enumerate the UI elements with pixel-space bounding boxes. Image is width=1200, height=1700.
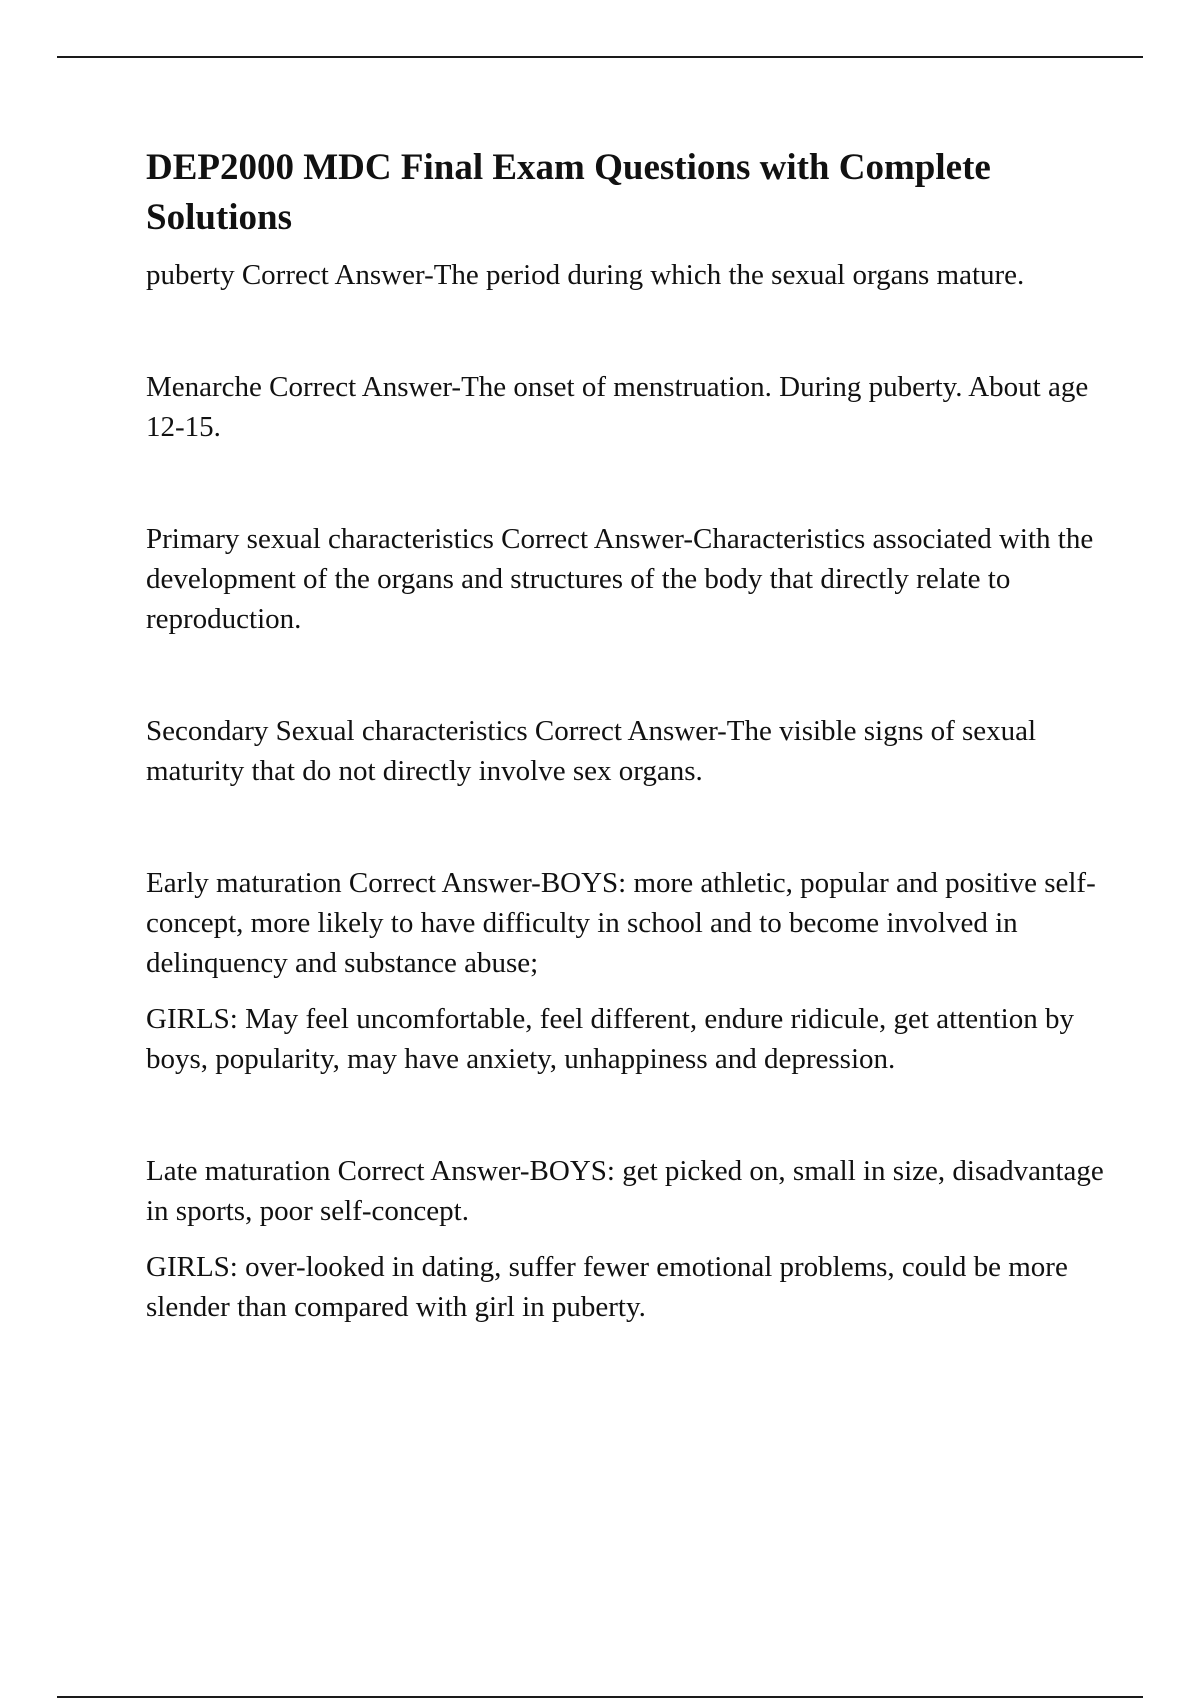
qa-entry-menarche — [146, 367, 1106, 447]
qa-text: GIRLS: May feel uncomfortable, feel different, endure ridicule, get attention by boys, popularity, may have anxiety, unhappiness and depression. — [146, 1003, 1074, 1075]
qa-entry-primary-sexual-characteristics — [146, 519, 1106, 639]
qa-text: Secondary Sexual characteristics Correct Answer-The visible signs of sexual maturity that do not directly involve sex organs. — [146, 715, 1037, 787]
qa-text: puberty Correct Answer-The period during which the sexual organs mature. — [146, 259, 1025, 291]
qa-text: GIRLS: over-looked in dating, suffer fewer emotional problems, could be more slender than compared with girl in puberty. — [146, 1251, 1068, 1323]
qa-entry-secondary-sexual-characteristics — [146, 711, 1106, 791]
qa-entry-late-maturation — [146, 1151, 1106, 1327]
document-title: DEP2000 MDC Final Exam Questions with Complete Solutions — [146, 147, 991, 238]
document-body — [146, 143, 1106, 1327]
qa-list — [146, 255, 1106, 1327]
qa-text: Menarche Correct Answer-The onset of menstruation. During puberty. About age 12-15. — [146, 371, 1089, 443]
header-rule — [57, 56, 1143, 58]
qa-entry-early-maturation — [146, 863, 1106, 1079]
qa-text: Early maturation Correct Answer-BOYS: more athletic, popular and positive self-concept, more likely to have difficulty in school and to become involved in delinquency and substance abuse; — [146, 867, 1096, 979]
qa-text: Late maturation Correct Answer-BOYS: get picked on, small in size, disadvantage in sports, poor self-concept. — [146, 1155, 1104, 1227]
qa-entry-puberty — [146, 255, 1106, 295]
qa-text: Primary sexual characteristics Correct Answer-Characteristics associated with the development of the organs and structures of the body that directly relate to reproduction. — [146, 523, 1094, 635]
footer-rule — [57, 1696, 1143, 1698]
